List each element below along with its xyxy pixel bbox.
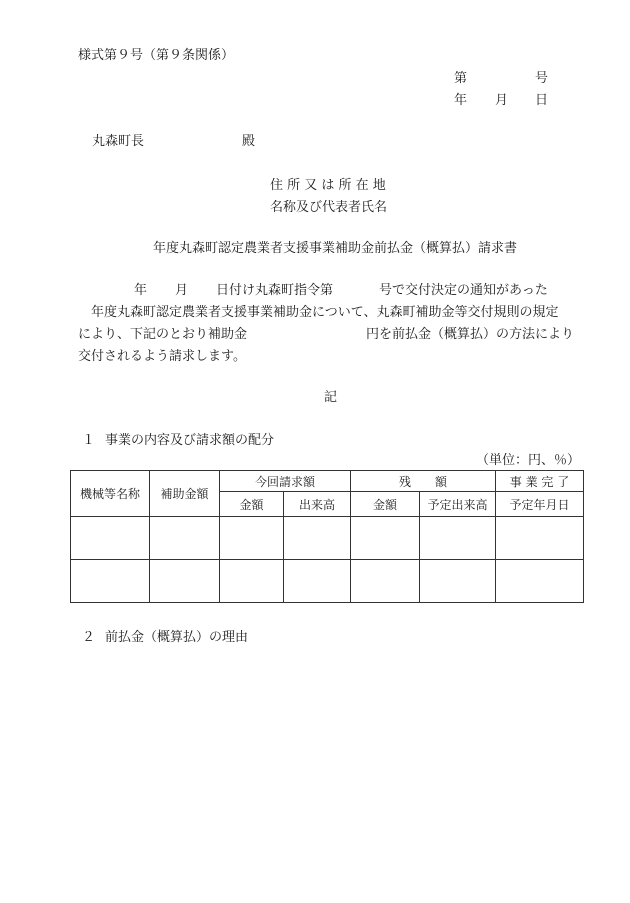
header-subsidy-amount: 補助金額 [150,471,220,517]
date-day: 日 [535,93,549,108]
date-month: 月 [495,93,509,108]
header-current-request: 今回請求額 [220,471,351,492]
table-cell[interactable] [220,560,284,603]
date-year: 年 [454,93,468,108]
body-month: 月 [175,283,189,298]
body-dated: 日付け丸森町指令第 [216,283,334,298]
section2-title: 前払金（概算払）の理由 [105,630,249,645]
header-current-progress: 出来高 [284,492,351,517]
body-line-4: 交付されるよう請求します。 [78,349,246,364]
ki-heading: 記 [324,390,338,405]
header-completion-date: 予定年月日 [496,492,584,517]
doc-number-prefix: 第 [454,71,468,86]
table-cell[interactable] [420,517,496,560]
section1-title: 事業の内容及び請求額の配分 [105,433,275,448]
section2-number: ２ [82,630,96,645]
form-number: 様式第９号（第９条関係） [78,48,235,63]
header-completion-top: 事 業 完 了 [496,471,584,492]
body-line-2: 年度丸森町認定農業者支援事業補助金について、丸森町補助金等交付規則の規定 [91,305,559,320]
table-cell[interactable] [71,517,150,560]
body-line-3b: 円を前払金（概算払）の方法により [366,327,575,342]
table-cell[interactable] [150,560,220,603]
body-year: 年 [134,283,148,298]
table-cell[interactable] [496,517,584,560]
header-planned-progress: 予定出来高 [420,492,496,517]
addressee-name: 丸森町長 [92,134,145,149]
applicant-address-label: 住 所 又 は 所 在 地 [270,178,386,193]
header-machine-name: 機械等名称 [71,471,150,517]
table-cell[interactable] [284,560,351,603]
table-cell[interactable] [351,517,420,560]
doc-number-suffix: 号 [535,71,549,86]
table-row [71,560,584,603]
document-title: 年度丸森町認定農業者支援事業補助金前払金（概算払）請求書 [153,241,518,256]
table-cell[interactable] [220,517,284,560]
table-cell[interactable] [496,560,584,603]
applicant-name-label: 名称及び代表者氏名 [270,200,388,215]
table-cell[interactable] [284,517,351,560]
body-line1-tail: 号で交付決定の通知があった [379,283,548,298]
unit-label: （単位：円、％） [476,453,581,468]
body-line-3a: により、下記のとおり補助金 [78,327,248,342]
section1-number: １ [82,433,96,448]
table-row [71,517,584,560]
header-remaining: 残 額 [351,471,496,492]
table-cell[interactable] [150,517,220,560]
header-remaining-amount: 金額 [351,492,420,517]
table-cell[interactable] [420,560,496,603]
addressee-honorific: 殿 [242,134,256,149]
header-current-amount: 金額 [220,492,284,517]
allocation-table [70,470,584,603]
table-cell[interactable] [351,560,420,603]
request-body [78,280,588,368]
table-cell[interactable] [71,560,150,603]
